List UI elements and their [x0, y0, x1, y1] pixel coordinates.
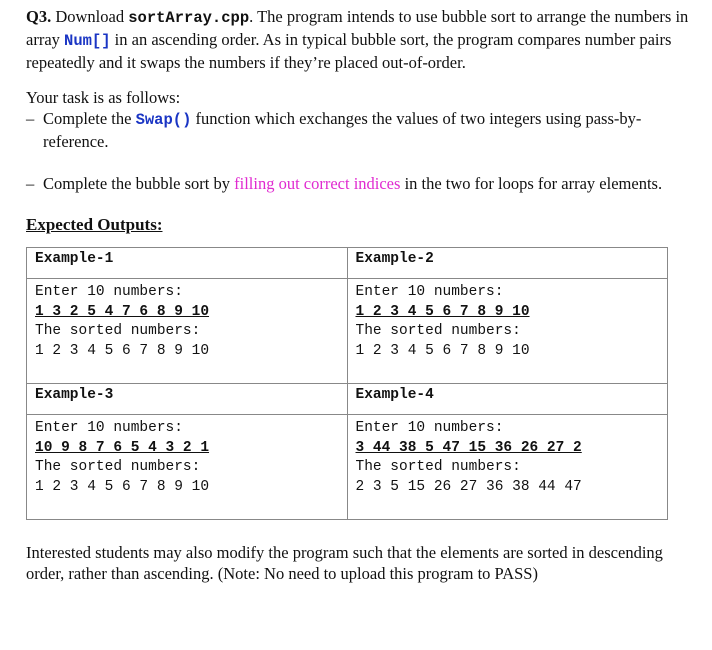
- example-1-input: 1 3 2 5 4 7 6 8 9 10: [35, 303, 210, 320]
- examples-table: [26, 247, 668, 520]
- example-2-input: 1 2 3 4 5 6 7 8 9 10: [355, 303, 530, 320]
- question-number: Q3.: [26, 7, 52, 26]
- example-3-title: Example-3: [27, 384, 348, 415]
- example-4-input: 3 44 38 5 47 15 36 26 27 2: [355, 439, 582, 456]
- example-1-body: [27, 279, 348, 384]
- swap-function-name: Swap(): [135, 111, 192, 129]
- example-4-prompt: Enter 10 numbers:: [355, 420, 504, 436]
- question-intro-3: in an ascending order. As in typical bubble sort, the program compares number pairs repeatedly and it swaps the numbers if they’re placed out-of-order.: [26, 30, 672, 72]
- example-1-result-label: The sorted numbers:: [35, 323, 201, 339]
- array-name: Num[]: [64, 32, 111, 50]
- example-2-prompt: Enter 10 numbers:: [355, 284, 504, 300]
- bullet1-text-a: Complete the: [43, 109, 136, 128]
- example-1-title: Example-1: [27, 248, 348, 279]
- example-4-result-label: The sorted numbers:: [355, 459, 521, 475]
- example-3-prompt: Enter 10 numbers:: [35, 420, 183, 436]
- file-name: sortArray.cpp: [128, 9, 250, 27]
- bullet-dash: –: [26, 174, 35, 193]
- question-intro-1: Download: [55, 7, 129, 26]
- example-4-title: Example-4: [347, 384, 668, 415]
- example-1-prompt: Enter 10 numbers:: [35, 284, 183, 300]
- bullet2-text-b: in the two for loops for array elements.: [400, 174, 663, 193]
- bullet-dash: –: [26, 109, 35, 128]
- question-paragraph: [26, 6, 696, 73]
- example-2-body: [347, 279, 668, 384]
- task-lead: Your task is as follows:: [26, 88, 181, 107]
- example-2-title: Example-2: [347, 248, 668, 279]
- example-3-body: [27, 415, 348, 520]
- bullet2-highlight: filling out correct indices: [234, 174, 401, 193]
- example-1-result: 1 2 3 4 5 6 7 8 9 10: [35, 342, 210, 359]
- outputs-heading: Expected Outputs:: [26, 215, 163, 234]
- example-3-input: 10 9 8 7 6 5 4 3 2 1: [35, 439, 210, 456]
- example-2-result: 1 2 3 4 5 6 7 8 9 10: [355, 342, 530, 359]
- example-4-result: 2 3 5 15 26 27 36 38 44 47: [355, 478, 582, 495]
- example-2-result-label: The sorted numbers:: [355, 323, 521, 339]
- bullet1-text-b: function which exchanges the values of two integers using pass-by-reference.: [43, 109, 642, 151]
- question-intro-2: . The program intends to use bubble sort to arrange the numbers in array: [26, 7, 689, 49]
- outro-paragraph: Interested students may also modify the program such that the elements are sorted in descending order, rather than ascending. (Note: No need to upload this program to PASS): [26, 543, 663, 583]
- example-3-result-label: The sorted numbers:: [35, 459, 201, 475]
- document: [26, 6, 696, 584]
- bullet2-text-a: Complete the bubble sort by: [43, 174, 235, 193]
- example-3-result: 1 2 3 4 5 6 7 8 9 10: [35, 478, 210, 495]
- example-4-body: [347, 415, 668, 520]
- task-bullet-2: [26, 173, 696, 194]
- task-bullet-1: [26, 108, 696, 152]
